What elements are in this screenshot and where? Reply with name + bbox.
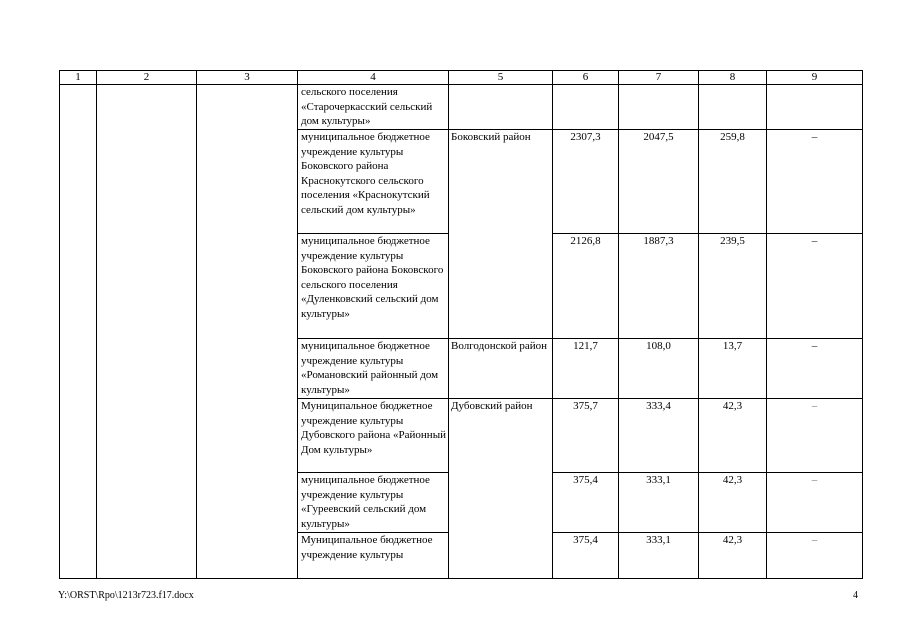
district-cell bbox=[449, 85, 553, 130]
value-cell-8: 42,3 bbox=[699, 533, 767, 579]
column-header-2: 2 bbox=[97, 71, 197, 85]
column-header-6: 6 bbox=[553, 71, 619, 85]
column-number-row bbox=[60, 71, 863, 85]
value-cell-6: 375,7 bbox=[553, 399, 619, 473]
footer-file-path: Y:\ORST\Rpo\1213r723.f17.docx bbox=[58, 590, 194, 601]
value-cell-6: 375,4 bbox=[553, 533, 619, 579]
value-cell-7: 108,0 bbox=[619, 339, 699, 399]
value-cell-8: 42,3 bbox=[699, 399, 767, 473]
organization-cell: муниципальное бюджетное учреждение культуры Боковского района Боковского сельского поселения «Дуленковский сельский дом культуры» bbox=[298, 234, 449, 339]
column-header-9: 9 bbox=[767, 71, 863, 85]
value-cell-9 bbox=[767, 85, 863, 130]
value-cell-7: 2047,5 bbox=[619, 130, 699, 234]
organization-cell: муниципальное бюджетное учреждение культуры «Романовский районный дом культуры» bbox=[298, 339, 449, 399]
value-cell-8: 239,5 bbox=[699, 234, 767, 339]
value-cell-9: – bbox=[767, 533, 863, 579]
district-cell: Боковский район bbox=[449, 130, 553, 339]
column-header-4: 4 bbox=[298, 71, 449, 85]
page-number: 4 bbox=[853, 590, 858, 601]
organization-cell: Муниципальное бюджетное учреждение культуры Дубовского района «Районный Дом культуры» bbox=[298, 399, 449, 473]
data-table bbox=[59, 70, 863, 579]
value-cell-9: – bbox=[767, 339, 863, 399]
column-header-5: 5 bbox=[449, 71, 553, 85]
organization-cell: сельского поселения «Старочеркасский сельский дом культуры» bbox=[298, 85, 449, 130]
value-cell-7: 333,1 bbox=[619, 533, 699, 579]
cell-col3 bbox=[197, 85, 298, 579]
district-cell: Дубовский район bbox=[449, 399, 553, 579]
value-cell-7 bbox=[619, 85, 699, 130]
value-cell-9: – bbox=[767, 130, 863, 234]
organization-cell: Муниципальное бюджетное учреждение культуры bbox=[298, 533, 449, 579]
value-cell-6: 375,4 bbox=[553, 473, 619, 533]
value-cell-9: – bbox=[767, 399, 863, 473]
value-cell-6 bbox=[553, 85, 619, 130]
value-cell-8: 259,8 bbox=[699, 130, 767, 234]
value-cell-7: 333,1 bbox=[619, 473, 699, 533]
column-header-8: 8 bbox=[699, 71, 767, 85]
organization-cell: муниципальное бюджетное учреждение культуры «Гуреевский сельский дом культуры» bbox=[298, 473, 449, 533]
value-cell-7: 333,4 bbox=[619, 399, 699, 473]
value-cell-8: 13,7 bbox=[699, 339, 767, 399]
value-cell-6: 2307,3 bbox=[553, 130, 619, 234]
column-header-7: 7 bbox=[619, 71, 699, 85]
value-cell-9: – bbox=[767, 473, 863, 533]
value-cell-6: 121,7 bbox=[553, 339, 619, 399]
cell-col1 bbox=[60, 85, 97, 579]
value-cell-8 bbox=[699, 85, 767, 130]
column-header-1: 1 bbox=[60, 71, 97, 85]
column-header-3: 3 bbox=[197, 71, 298, 85]
value-cell-9: – bbox=[767, 234, 863, 339]
value-cell-8: 42,3 bbox=[699, 473, 767, 533]
value-cell-6: 2126,8 bbox=[553, 234, 619, 339]
cell-col2 bbox=[97, 85, 197, 579]
district-cell: Волгодонской район bbox=[449, 339, 553, 399]
table-row bbox=[60, 85, 863, 130]
organization-cell: муниципальное бюджетное учреждение культуры Боковского района Краснокутского сельского поселения «Краснокутский сельский дом культуры» bbox=[298, 130, 449, 234]
value-cell-7: 1887,3 bbox=[619, 234, 699, 339]
